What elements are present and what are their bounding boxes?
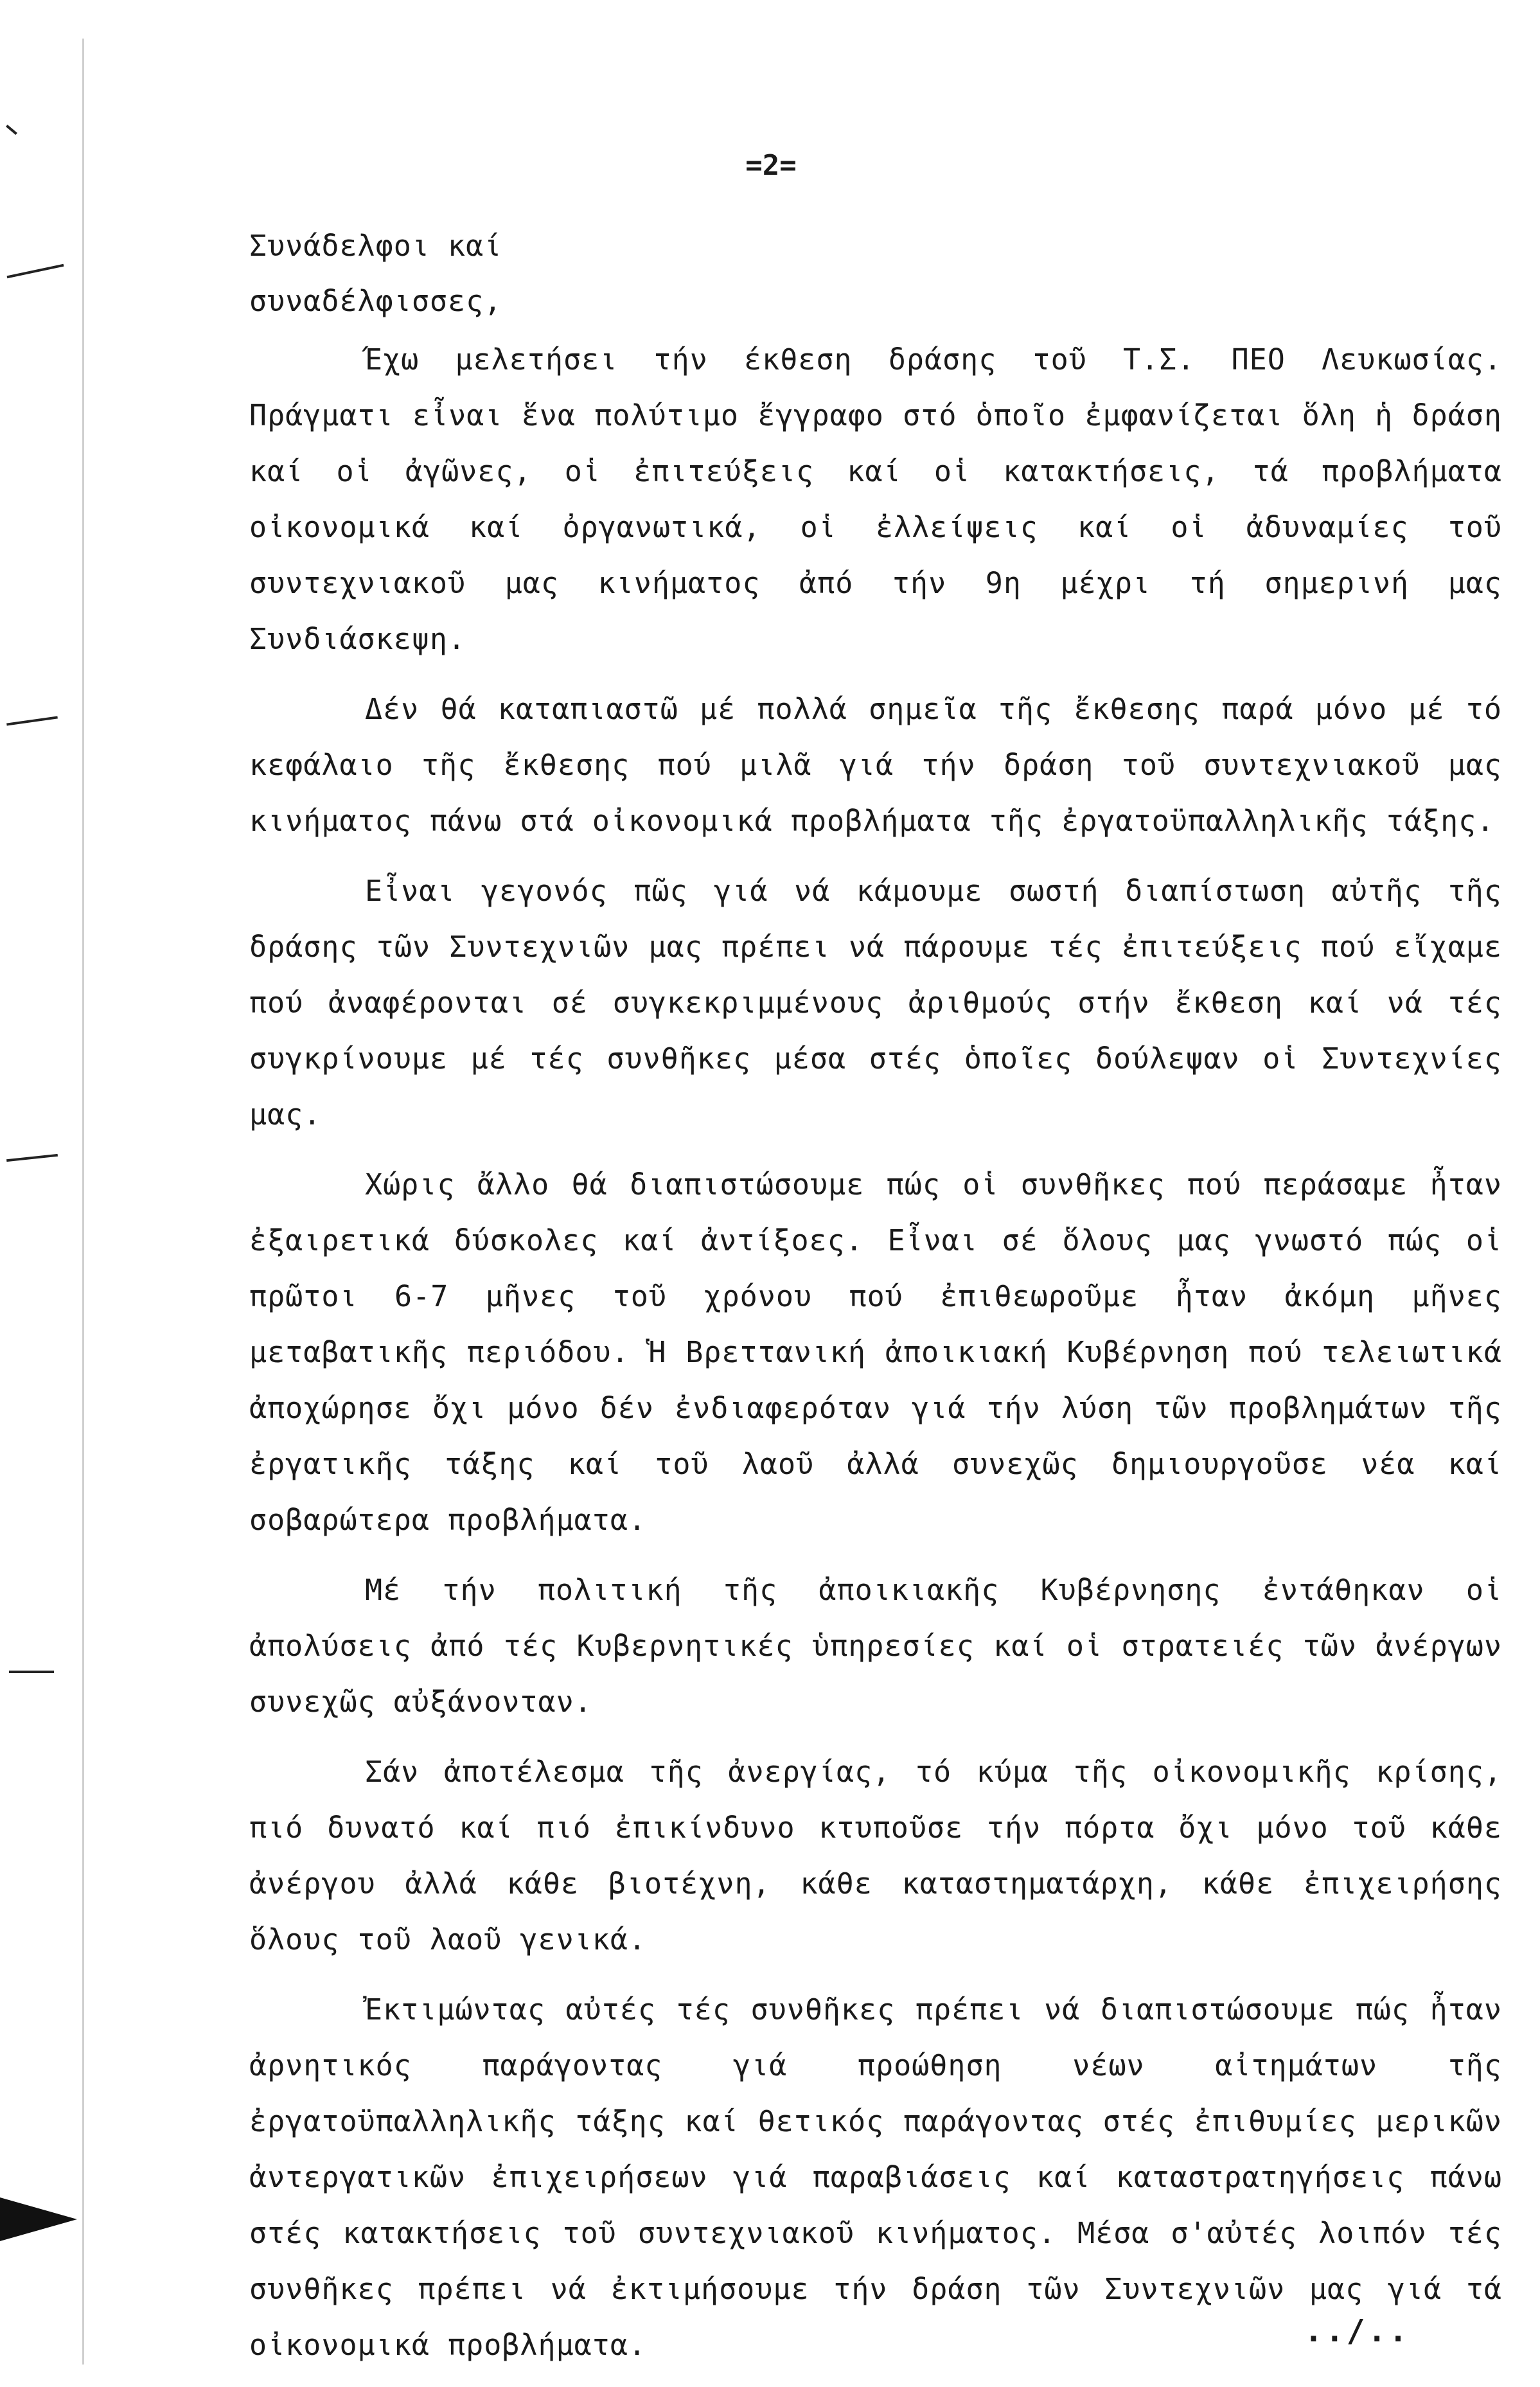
paragraph: Χώρις ἄλλο θά διαπιστώσουμε πώς οἱ συνθῆκες πού περάσαμε ἦταν ἐξαιρετικά δύσκολες καί ἀντίξοες. Εἶναι σέ ὅλους μας γνωστό πώς οἱ πρῶτοι 6-7 μῆνες τοῦ χρόνου πού ἐπιθεωροῦμε ἦταν ἀκόμη μῆνες μεταβατικῆς περιόδου. Ἡ Βρεττανική ἀποικιακή Κυβέρνηση πού τελειωτικά ἀποχώρησε ὄχι μόνο δέν ἐνδιαφερόταν γιά τήν λύση τῶν προβλημάτων τῆς ἐργατικῆς τάξης καί τοῦ λαοῦ ἀλλά συνεχῶς δημιουργοῦσε νέα καί σοβαρώτερα προβλήματα. — [249, 1167, 1502, 1537]
margin-mark — [6, 716, 58, 725]
margin-mark — [9, 1671, 54, 1673]
scan-edge-line — [82, 39, 84, 2365]
page-number: =2= — [745, 149, 797, 182]
margin-mark — [6, 125, 17, 135]
margin-mark — [7, 264, 64, 279]
salutation-line: Συνάδελφοι καί — [249, 229, 502, 263]
salutation — [249, 218, 502, 329]
paragraph: Έχω μελετήσει τήν έκθεση δράσης τοῦ Τ.Σ. ΠΕΟ Λευκωσίας. Πράγματι εἶναι ἕνα πολύτιμο ἔγγραφο στό ὁποῖο ἐμφανίζεται ὅλη ἡ δράση καί οἱ ἀγῶνες, οἱ ἐπιτεύξεις καί οἱ κατακτήσεις, τά προβλήματα οἰκονομικά καί ὀργανωτικά, οἱ ἐλλείψεις καί οἱ ἀδυναμίες τοῦ συντεχνιακοῦ μας κινήματος ἀπό τήν 9η μέχρι τή σημερινή μας Συνδιάσκεψη. — [249, 342, 1502, 656]
paragraph: Σάν ἀποτέλεσμα τῆς ἀνεργίας, τό κύμα τῆς οἰκονομικῆς κρίσης, πιό δυνατό καί πιό ἐπικίνδυνο κτυποῦσε τήν πόρτα ὄχι μόνο τοῦ κάθε ἀνέργου ἀλλά κάθε βιοτέχνη, κάθε καταστηματάρχη, κάθε ἐπιχειρήσης ὅλους τοῦ λαοῦ γενικά. — [249, 1755, 1502, 1957]
continuation-mark: ../.. — [1304, 2313, 1410, 2349]
margin-mark — [6, 1154, 58, 1162]
letter-body — [249, 332, 1502, 2387]
paragraph: Μέ τήν πολιτική τῆς ἀποικιακῆς Κυβέρνησης ἐντάθηκαν οἱ ἀπολύσεις ἀπό τές Κυβερνητικές ὑπηρεσίες καί οἱ στρατειές τῶν ἀνέργων συνεχῶς αὐξάνονταν. — [249, 1573, 1502, 1719]
paragraph: Δέν θά καταπιαστῶ μέ πολλά σημεῖα τῆς ἔκθεσης παρά μόνο μέ τό κεφάλαιο τῆς ἔκθεσης πού μιλᾶ γιά τήν δράση τοῦ συντεχνιακοῦ μας κινήματος πάνω στά οἰκονομικά προβλήματα τῆς ἐργατοϋπαλληλικῆς τάξης. — [249, 692, 1502, 838]
paragraph: Εἶναι γεγονός πῶς γιά νά κάμουμε σωστή διαπίστωση αὐτῆς τῆς δράσης τῶν Συντεχνιῶν μας πρέπει νά πάρουμε τές ἐπιτεύξεις πού εἴχαμε πού ἀναφέρονται σέ συγκεκριμμένους ἀριθμούς στήν ἔκθεση καί νά τές συγκρίνουμε μέ τές συνθῆκες μέσα στές ὁποῖες δούλεψαν οἱ Συντεχνίες μας. — [249, 874, 1502, 1131]
salutation-line: συναδέλφισσες, — [249, 284, 502, 318]
paragraph: Ἐκτιμώντας αὐτές τές συνθῆκες πρέπει νά διαπιστώσουμε πώς ἦταν ἀρνητικός παράγοντας γιά προώθηση νέων αἰτημάτων τῆς ἐργατοϋπαλληλικῆς τάξης καί θετικός παράγοντας στές ἐπιθυμίες μερικῶν ἀντεργατικῶν ἐπιχειρήσεων γιά παραβιάσεις καί καταστρατηγήσεις πάνω στές κατακτήσεις τοῦ συντεχνιακοῦ κινήματος. Μέσα σ'αὐτές λοιπόν τές συνθῆκες πρέπει νά ἐκτιμήσουμε τήν δράση τῶν Συντεχνιῶν μας γιά τά οἰκονομικά προβλήματα. — [249, 1992, 1502, 2362]
margin-arrow-mark — [0, 2197, 77, 2241]
